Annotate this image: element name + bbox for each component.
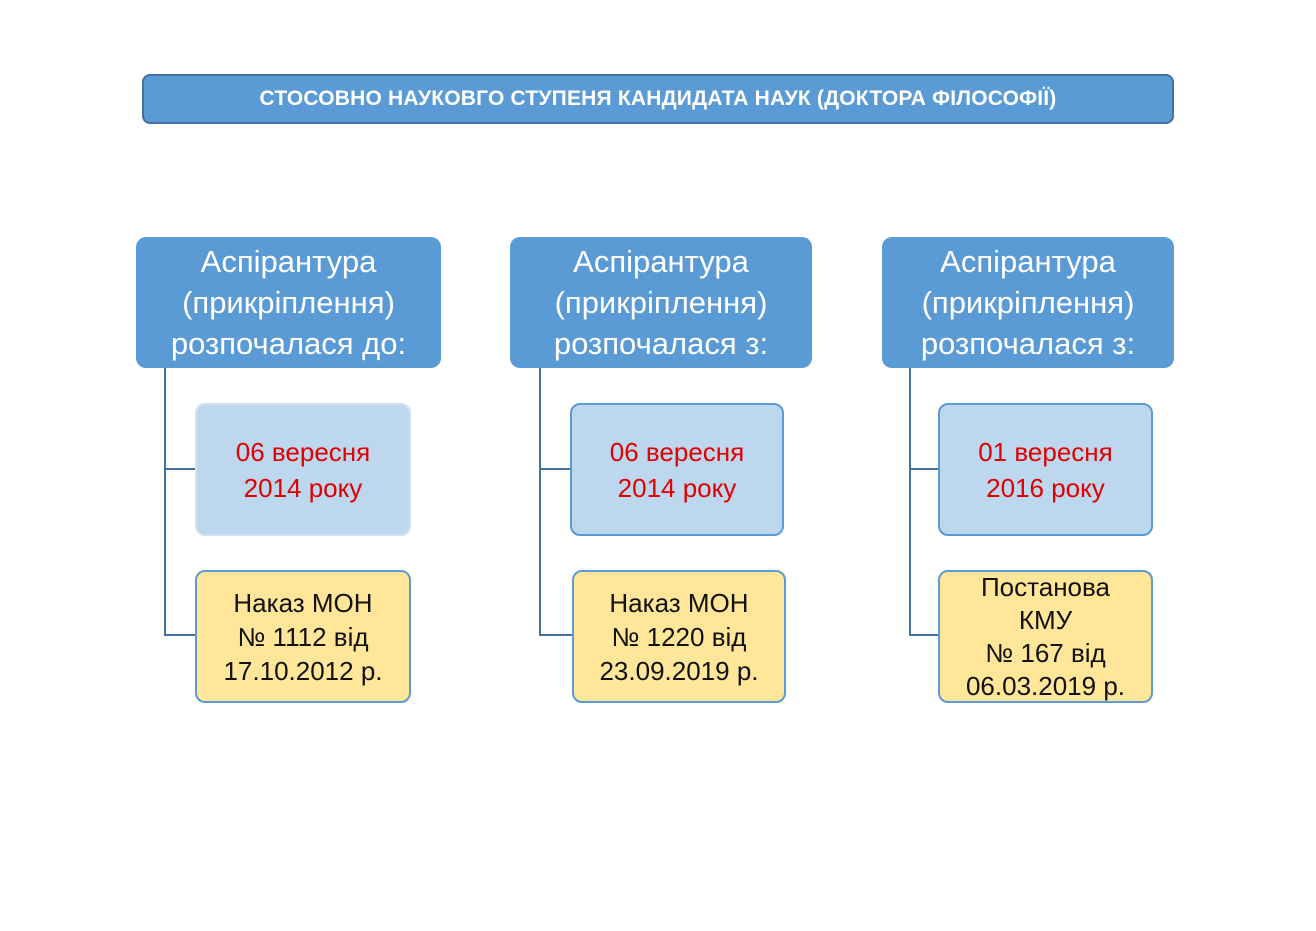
column-3-document-line-2: КМУ	[1018, 604, 1073, 635]
column-3-connector-vertical	[909, 368, 911, 636]
column-2-header-line-2: (прикріплення)	[554, 285, 768, 320]
column-3-header-line-1: Аспірантура	[940, 244, 1116, 279]
column-3-connector-date	[909, 468, 940, 470]
column-1-header	[136, 237, 441, 368]
column-1-date-box	[195, 403, 411, 536]
column-2-header-line-3: розпочалася з:	[553, 326, 769, 361]
column-3-document-line-3: № 167 від	[985, 637, 1106, 668]
column-3-document-box	[938, 570, 1153, 703]
column-3-date-line-2: 2016 року	[986, 472, 1105, 503]
column-1-connector-document	[164, 634, 197, 636]
column-2-document-line-3: 23.09.2019 р.	[599, 655, 759, 686]
column-3-document-line-1: Постанова	[980, 571, 1110, 602]
column-3-header	[882, 237, 1174, 368]
column-1-connector-date	[164, 468, 197, 470]
column-3-date-box	[938, 403, 1153, 536]
column-1-document-line-2: № 1112 від	[237, 621, 369, 652]
column-2-date-line-2: 2014 року	[617, 472, 737, 503]
column-3-document-line-4: 06.03.2019 р.	[965, 670, 1126, 701]
column-2-connector-vertical	[539, 368, 541, 636]
column-2-date-line-1: 06 вересня	[609, 436, 745, 467]
column-2-document-line-2: № 1220 від	[611, 621, 747, 652]
column-3-header-line-2: (прикріплення)	[921, 285, 1135, 320]
column-1-document-line-3: 17.10.2012 р.	[223, 655, 383, 686]
column-1-header-line-2: (прикріплення)	[182, 285, 395, 320]
column-1-document-line-1: Наказ МОН	[233, 587, 373, 618]
column-2-document-line-1: Наказ МОН	[609, 587, 749, 618]
title-banner	[142, 74, 1174, 124]
column-2-header-line-1: Аспірантура	[573, 244, 749, 279]
column-2-header	[510, 237, 812, 368]
column-2-connector-date	[539, 468, 572, 470]
column-3-date-line-1: 01 вересня	[978, 436, 1113, 467]
column-1-connector-vertical	[164, 368, 166, 636]
column-1-header-line-1: Аспірантура	[200, 244, 377, 279]
column-1-document-box	[195, 570, 411, 703]
title-text: СТОСОВНО НАУКОВГО СТУПЕНЯ КАНДИДАТА НАУК (ДОКТОРА ФІЛОСОФІЇ)	[259, 87, 1057, 110]
column-1-date-line-1: 06 вересня	[235, 436, 371, 467]
column-1-header-line-3: розпочалася до:	[170, 326, 407, 361]
column-2-document-box	[572, 570, 786, 703]
column-2-connector-document	[539, 634, 574, 636]
column-2-date-box	[570, 403, 784, 536]
column-3-connector-document	[909, 634, 940, 636]
column-3-header-line-3: розпочалася з:	[920, 326, 1136, 361]
column-1-date-line-2: 2014 року	[243, 472, 363, 503]
